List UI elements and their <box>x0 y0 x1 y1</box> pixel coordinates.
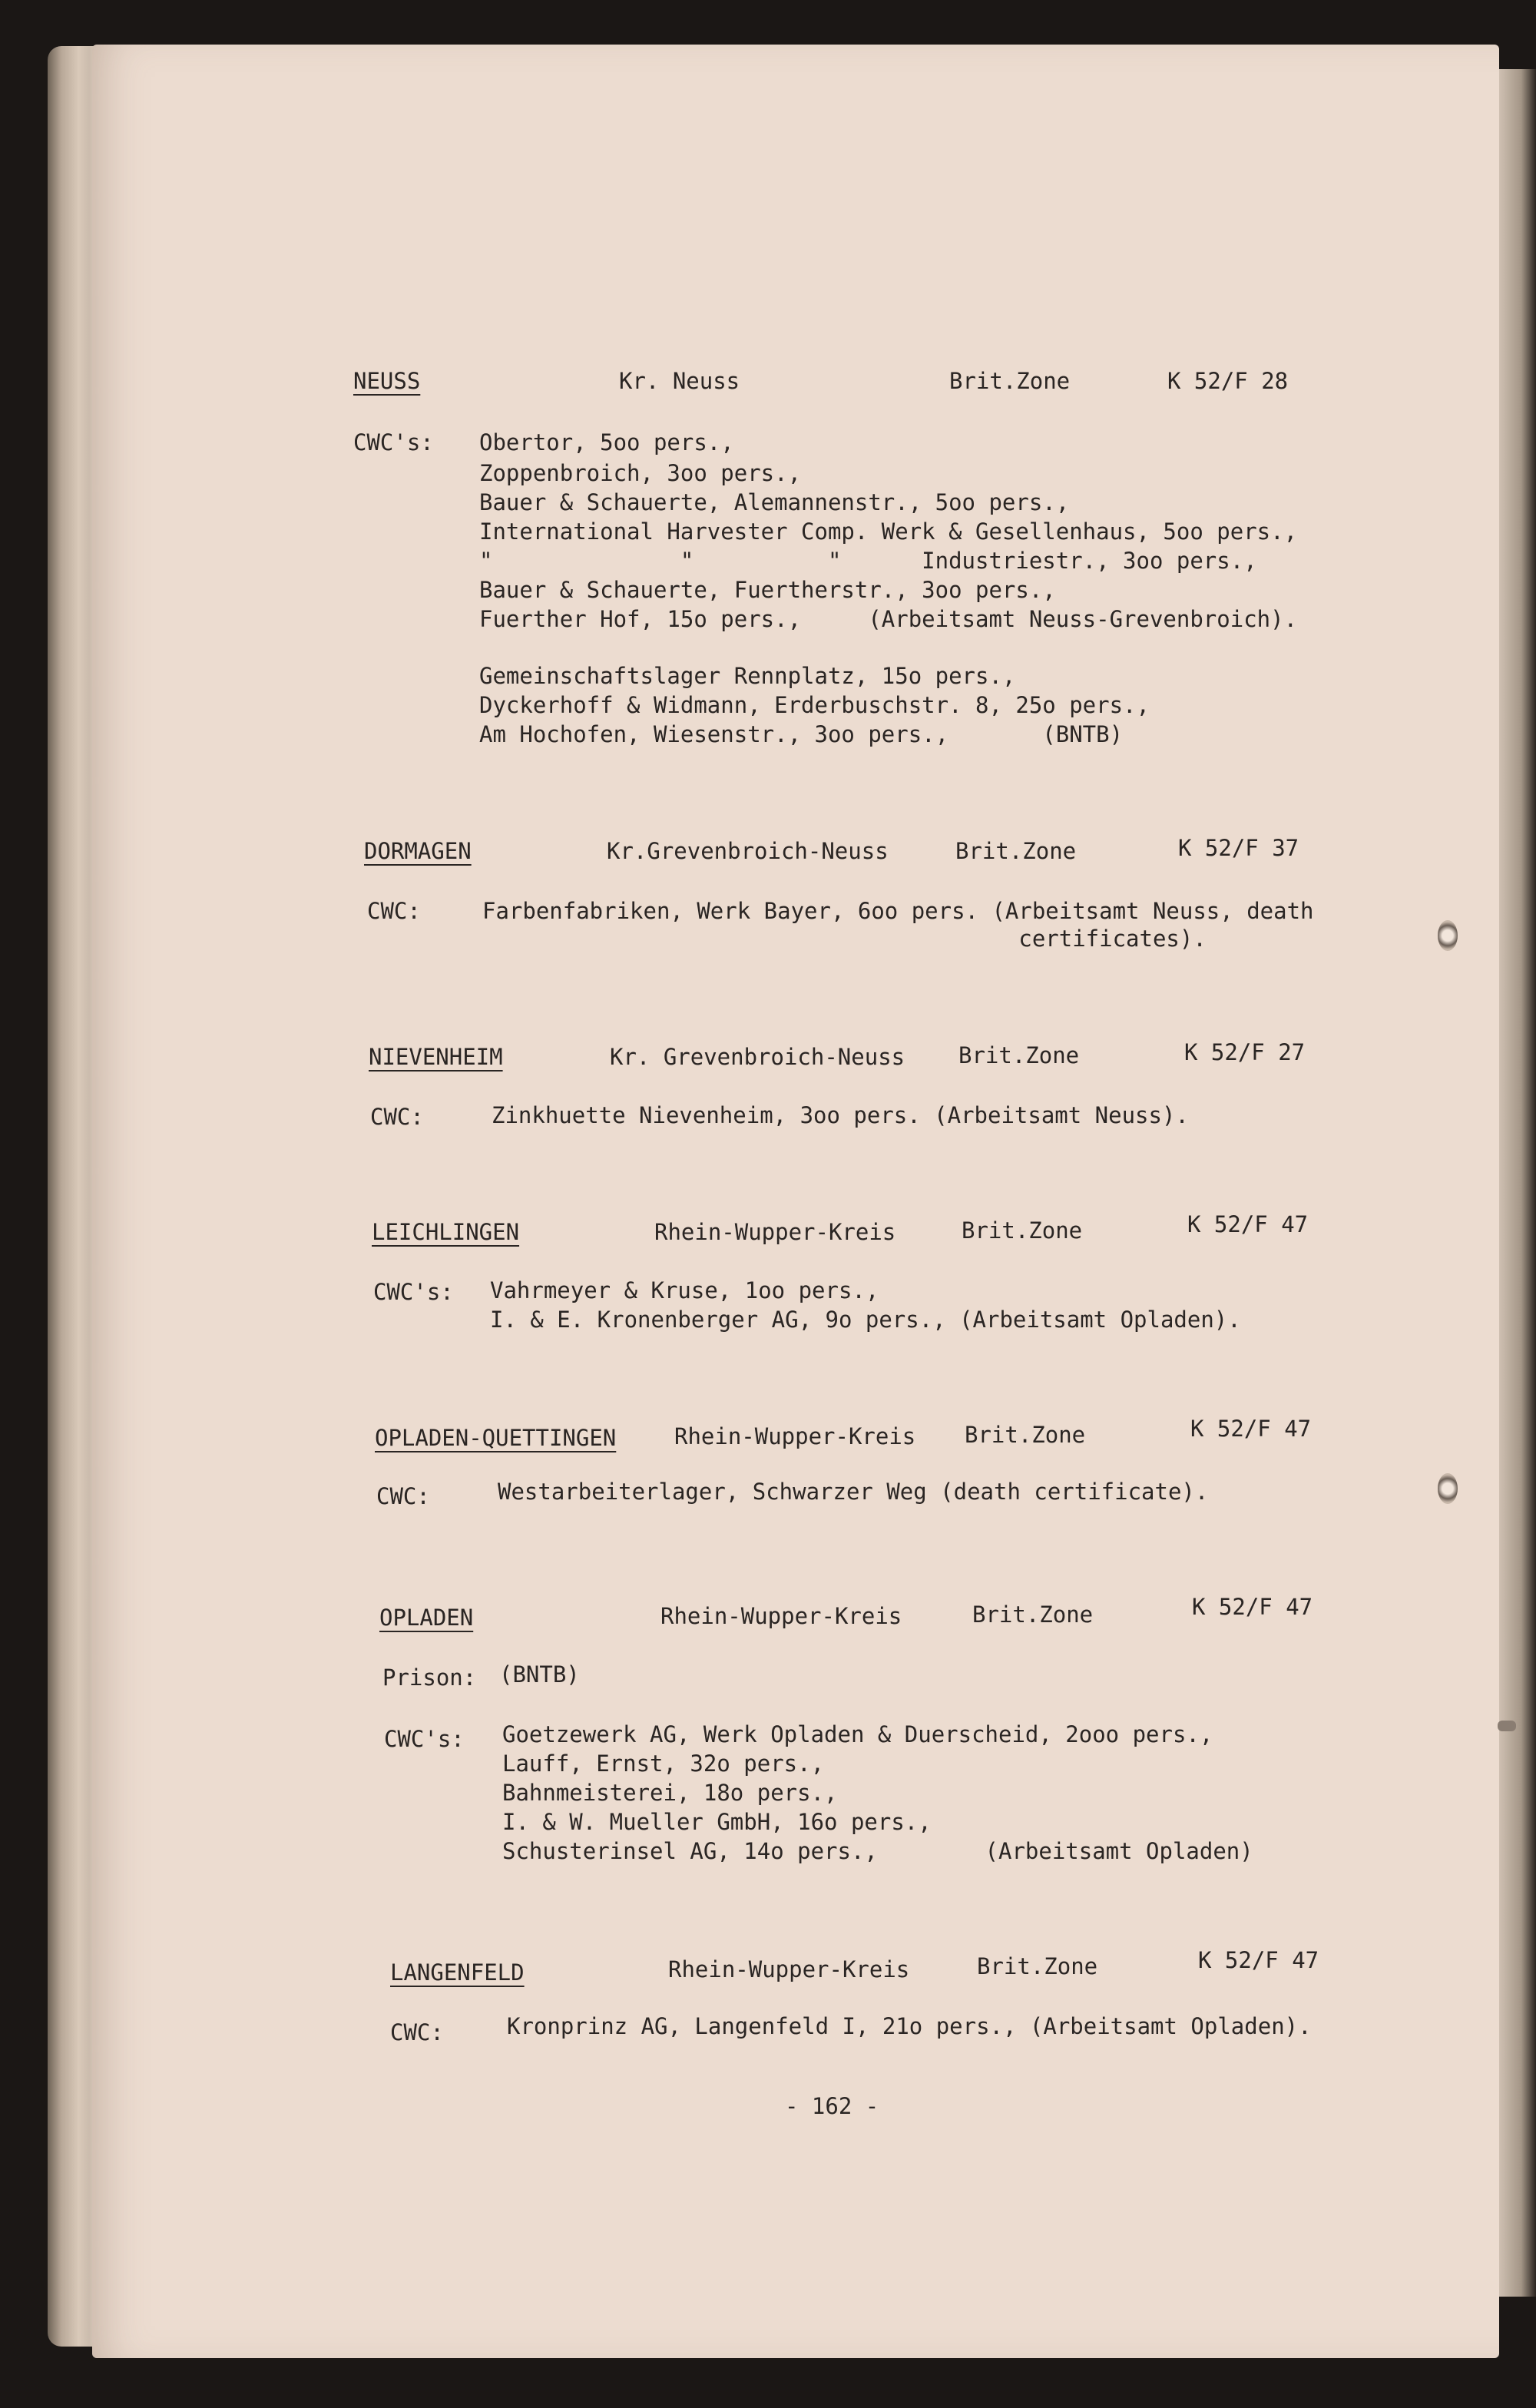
entry-line: Zoppenbroich, 3oo pers., <box>479 460 802 486</box>
binding-ring-hole <box>1438 1473 1458 1504</box>
entry-district: Kr. Grevenbroich-Neuss <box>610 1044 905 1070</box>
entry-line: Bauer & Schauerte, Fuertherstr., 3oo pers., <box>479 577 1056 603</box>
entry-reference: K 52/F 37 <box>1178 835 1299 861</box>
binding-clip <box>1498 1721 1516 1731</box>
entry-district: Rhein-Wupper-Kreis <box>668 1956 910 1982</box>
entry-district: Kr.Grevenbroich-Neuss <box>607 838 889 864</box>
entry-place: NIEVENHEIM <box>369 1044 503 1070</box>
entry-line: Am Hochofen, Wiesenstr., 3oo pers., (BNTB) <box>479 721 1124 747</box>
entry-zone: Brit.Zone <box>958 1042 1080 1068</box>
entry-district: Kr. Neuss <box>619 368 740 394</box>
entry-reference: K 52/F 47 <box>1190 1416 1312 1442</box>
entry-label: CWC: <box>370 1104 424 1130</box>
entry-line: Dyckerhoff & Widmann, Erderbuschstr. 8, 25o pers., <box>479 692 1150 718</box>
entry-place: OPLADEN <box>379 1605 474 1631</box>
prison-label: Prison: <box>382 1664 477 1691</box>
entry-zone: Brit.Zone <box>965 1422 1086 1448</box>
entry-label: CWC's: <box>384 1726 465 1752</box>
entry-line: certificates). <box>482 926 1207 952</box>
entry-line: Goetzewerk AG, Werk Opladen & Duerscheid, 2ooo pers., <box>502 1721 1213 1747</box>
entry-district: Rhein-Wupper-Kreis <box>654 1219 896 1245</box>
entry-zone: Brit.Zone <box>955 838 1077 864</box>
entry-reference: K 52/F 28 <box>1167 368 1289 394</box>
document-page <box>92 45 1499 2358</box>
binding-ring-hole <box>1438 920 1458 951</box>
entry-label: CWC: <box>367 898 421 924</box>
prison-value: (BNTB) <box>499 1661 580 1688</box>
entry-zone: Brit.Zone <box>972 1601 1094 1628</box>
entry-zone: Brit.Zone <box>977 1953 1098 1979</box>
entry-zone: Brit.Zone <box>949 368 1071 394</box>
entry-line: Gemeinschaftslager Rennplatz, 15o pers., <box>479 663 1016 689</box>
entry-line: Kronprinz AG, Langenfeld I, 21o pers., (Arbeitsamt Opladen). <box>507 2013 1312 2039</box>
entry-place: NEUSS <box>353 368 421 394</box>
entry-line: Bahnmeisterei, 18o pers., <box>502 1780 838 1806</box>
entry-line: Zinkhuette Nievenheim, 3oo pers. (Arbeitsamt Neuss). <box>492 1102 1189 1128</box>
entry-line: I. & E. Kronenberger AG, 9o pers., (Arbeitsamt Opladen). <box>490 1307 1241 1333</box>
page-number: - 162 - <box>785 2093 879 2119</box>
entry-line: Schusterinsel AG, 14o pers., (Arbeitsamt Opladen) <box>502 1838 1253 1864</box>
entry-reference: K 52/F 47 <box>1192 1594 1313 1620</box>
entry-line: Bauer & Schauerte, Alemannenstr., 5oo pers., <box>479 489 1070 515</box>
entry-line: " " " Industriestr., 3oo pers., <box>479 548 1257 574</box>
entry-line: Vahrmeyer & Kruse, 1oo pers., <box>490 1277 879 1303</box>
entry-label: CWC: <box>376 1483 430 1509</box>
entry-line: Fuerther Hof, 15o pers., (Arbeitsamt Neuss-Grevenbroich). <box>479 606 1298 632</box>
entry-place: LANGENFELD <box>390 1959 525 1986</box>
entry-place: DORMAGEN <box>364 838 472 864</box>
entry-label: CWC's: <box>373 1279 454 1305</box>
entry-zone: Brit.Zone <box>962 1217 1083 1244</box>
entry-line: International Harvester Comp. Werk & Gesellenhaus, 5oo pers., <box>479 518 1298 545</box>
book-right-edge <box>1499 69 1536 2297</box>
entry-line: Westarbeiterlager, Schwarzer Weg (death certificate). <box>498 1479 1209 1505</box>
entry-district: Rhein-Wupper-Kreis <box>674 1423 916 1449</box>
entry-line: Farbenfabriken, Werk Bayer, 6oo pers. (Arbeitsamt Neuss, death <box>482 898 1314 924</box>
entry-label: CWC: <box>390 2019 444 2045</box>
entry-reference: K 52/F 47 <box>1198 1947 1319 1973</box>
entry-place: OPLADEN-QUETTINGEN <box>375 1425 617 1451</box>
entry-label: CWC's: <box>353 429 434 455</box>
entry-line: Lauff, Ernst, 32o pers., <box>502 1751 825 1777</box>
entry-line: I. & W. Mueller GmbH, 16o pers., <box>502 1809 932 1835</box>
entry-line: Obertor, 5oo pers., <box>479 429 734 455</box>
entry-reference: K 52/F 47 <box>1187 1211 1309 1237</box>
entry-place: LEICHLINGEN <box>372 1219 520 1245</box>
entry-reference: K 52/F 27 <box>1184 1039 1306 1065</box>
entry-district: Rhein-Wupper-Kreis <box>660 1603 902 1629</box>
